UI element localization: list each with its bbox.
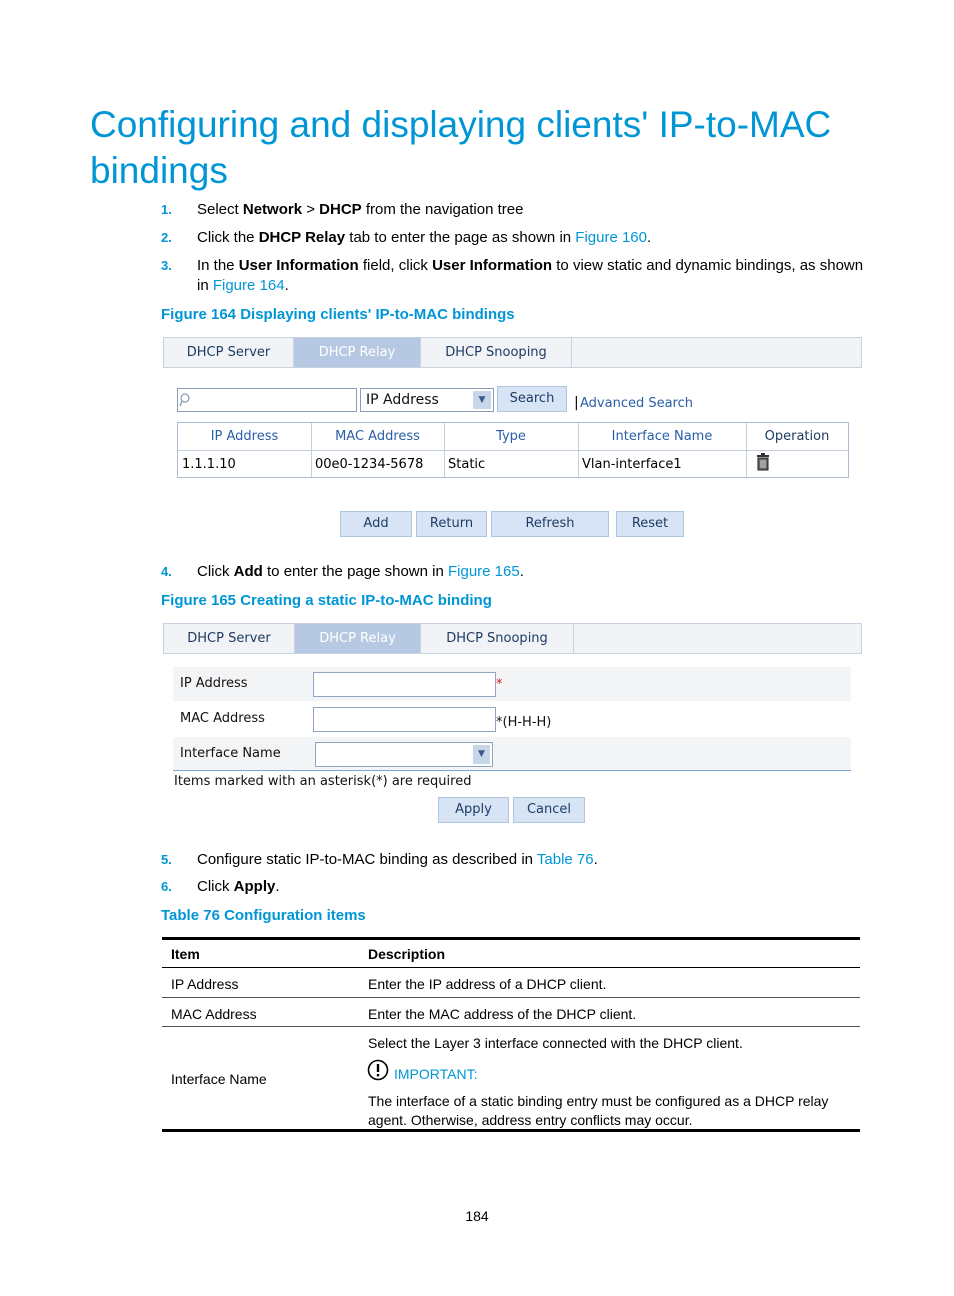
required-note: Items marked with an asterisk(*) are required bbox=[174, 774, 472, 789]
tab-divider bbox=[573, 624, 574, 653]
table-cell-description: Enter the IP address of a DHCP client. bbox=[368, 976, 607, 992]
column-header[interactable]: Type bbox=[496, 429, 526, 444]
add-button[interactable]: Add bbox=[340, 511, 412, 537]
search-field-value: IP Address bbox=[366, 392, 439, 408]
tab-divider bbox=[571, 338, 572, 367]
trash-icon[interactable] bbox=[756, 453, 770, 471]
column-header[interactable]: Interface Name bbox=[611, 429, 713, 444]
step-text: Click the bbox=[197, 229, 259, 246]
step-text: Configure static IP-to-MAC binding as described in bbox=[197, 851, 537, 868]
column-header[interactable]: MAC Address bbox=[335, 429, 420, 444]
table-row-rule bbox=[162, 997, 860, 998]
field-label: MAC Address bbox=[180, 711, 265, 726]
step-text: Select bbox=[197, 201, 243, 218]
step-text: . bbox=[275, 878, 280, 895]
table-cell-item: IP Address bbox=[171, 976, 239, 992]
format-hint: *(H-H-H) bbox=[496, 715, 552, 730]
tab-bar bbox=[163, 623, 862, 654]
chevron-down-icon: ▼ bbox=[473, 391, 491, 409]
step-text: Click bbox=[197, 878, 234, 895]
step-text: to enter the page shown in bbox=[262, 563, 448, 580]
step-bold: DHCP Relay bbox=[258, 229, 346, 246]
step-bold: Apply bbox=[233, 878, 276, 895]
tab-dhcp-relay[interactable]: DHCP Relay bbox=[294, 338, 420, 367]
table-cell-description: Select the Layer 3 interface connected with the DHCP client. bbox=[368, 1035, 743, 1051]
step-text: . bbox=[519, 563, 524, 580]
search-field-select[interactable] bbox=[360, 388, 494, 412]
step-number: 6. bbox=[161, 879, 172, 894]
figure-165-caption: Figure 165 Creating a static IP-to-MAC binding bbox=[161, 592, 492, 609]
step-text: . bbox=[593, 851, 598, 868]
column-header-item: Item bbox=[171, 946, 200, 962]
important-label: IMPORTANT: bbox=[394, 1066, 478, 1082]
step-text: > bbox=[302, 201, 320, 218]
tab-bar bbox=[163, 337, 862, 368]
step-number: 5. bbox=[161, 852, 172, 867]
step-text: field, click bbox=[358, 257, 433, 274]
field-label: IP Address bbox=[180, 676, 248, 691]
page-number: 184 bbox=[465, 1208, 489, 1224]
step-text: In the bbox=[197, 257, 239, 274]
advanced-search-link[interactable]: Advanced Search bbox=[580, 396, 694, 411]
column-header[interactable]: IP Address bbox=[210, 429, 279, 444]
reset-button[interactable]: Reset bbox=[616, 511, 684, 537]
tab-dhcp-snooping[interactable]: DHCP Snooping bbox=[445, 345, 547, 360]
step-number: 1. bbox=[161, 202, 172, 217]
form-row-interface-name bbox=[173, 737, 851, 771]
figure-link[interactable]: Figure 165 bbox=[447, 563, 520, 580]
step-bold: User Information bbox=[238, 257, 359, 274]
search-input[interactable] bbox=[177, 388, 357, 412]
table-cell-description: Enter the MAC address of the DHCP client. bbox=[368, 1006, 637, 1022]
table-cell-type: Static bbox=[448, 457, 486, 472]
page-title: Configuring and displaying clients' IP-to-MAC bindings bbox=[90, 104, 832, 191]
table-76-caption: Table 76 Configuration items bbox=[161, 907, 366, 924]
step-number: 2. bbox=[161, 230, 172, 245]
table-link[interactable]: Table 76 bbox=[536, 851, 594, 868]
table-cell-mac: 00e0-1234-5678 bbox=[315, 457, 424, 472]
step-bold: Add bbox=[233, 563, 263, 580]
field-label: Interface Name bbox=[180, 746, 281, 761]
interface-name-select[interactable] bbox=[315, 742, 493, 767]
return-button[interactable]: Return bbox=[416, 511, 487, 537]
apply-button[interactable]: Apply bbox=[438, 797, 509, 823]
divider-bar: | bbox=[574, 395, 579, 411]
ip-address-input[interactable] bbox=[313, 672, 496, 697]
step-bold: Network bbox=[242, 201, 303, 218]
step-text: Click bbox=[197, 563, 234, 580]
step-text: . bbox=[284, 277, 289, 294]
tab-dhcp-server[interactable]: DHCP Server bbox=[187, 631, 271, 646]
table-row-rule bbox=[162, 1026, 860, 1027]
cancel-button[interactable]: Cancel bbox=[513, 797, 585, 823]
important-text: The interface of a static binding entry must be configured as a DHCP relay agent. Otherwise, address entry conflicts may occur. bbox=[368, 1093, 829, 1128]
figure-link[interactable]: Figure 160 bbox=[575, 229, 647, 246]
step-bold: User Information bbox=[432, 257, 553, 274]
refresh-button[interactable]: Refresh bbox=[491, 511, 609, 537]
step-text: from the navigation tree bbox=[361, 201, 524, 218]
chevron-down-icon: ▼ bbox=[473, 745, 490, 764]
step-text: tab to enter the page as shown in bbox=[345, 229, 576, 246]
tab-dhcp-server[interactable]: DHCP Server bbox=[186, 345, 271, 360]
search-icon bbox=[179, 392, 193, 408]
step-text: . bbox=[647, 229, 652, 246]
form-row-ip-address bbox=[173, 667, 851, 701]
step-bold: DHCP bbox=[319, 201, 362, 218]
table-cell-interface: Vlan-interface1 bbox=[582, 457, 682, 472]
tab-dhcp-relay[interactable]: DHCP Relay bbox=[295, 624, 420, 653]
mac-address-input[interactable] bbox=[313, 707, 496, 732]
form-row-mac-address bbox=[173, 702, 851, 736]
important-icon bbox=[367, 1059, 389, 1081]
table-header-rule bbox=[162, 967, 860, 968]
table-cell-item: MAC Address bbox=[171, 1006, 257, 1022]
step-number: 4. bbox=[161, 564, 172, 579]
figure-link[interactable]: Figure 164 bbox=[212, 277, 285, 294]
table-cell-ip: 1.1.1.10 bbox=[182, 457, 236, 472]
column-header-description: Description bbox=[368, 946, 446, 962]
table-bottom-rule bbox=[162, 1129, 860, 1132]
required-marker: * bbox=[496, 677, 503, 692]
step-text: to view static and dynamic bindings, as shown in bbox=[197, 257, 864, 294]
column-header: Operation bbox=[764, 429, 830, 444]
step-number: 3. bbox=[161, 258, 172, 273]
tab-dhcp-snooping[interactable]: DHCP Snooping bbox=[446, 631, 548, 646]
table-top-rule bbox=[162, 937, 860, 940]
search-button[interactable]: Search bbox=[497, 386, 567, 412]
bindings-table bbox=[177, 422, 849, 478]
figure-164-caption: Figure 164 Displaying clients' IP-to-MAC bindings bbox=[161, 306, 515, 323]
table-cell-item: Interface Name bbox=[171, 1071, 267, 1087]
